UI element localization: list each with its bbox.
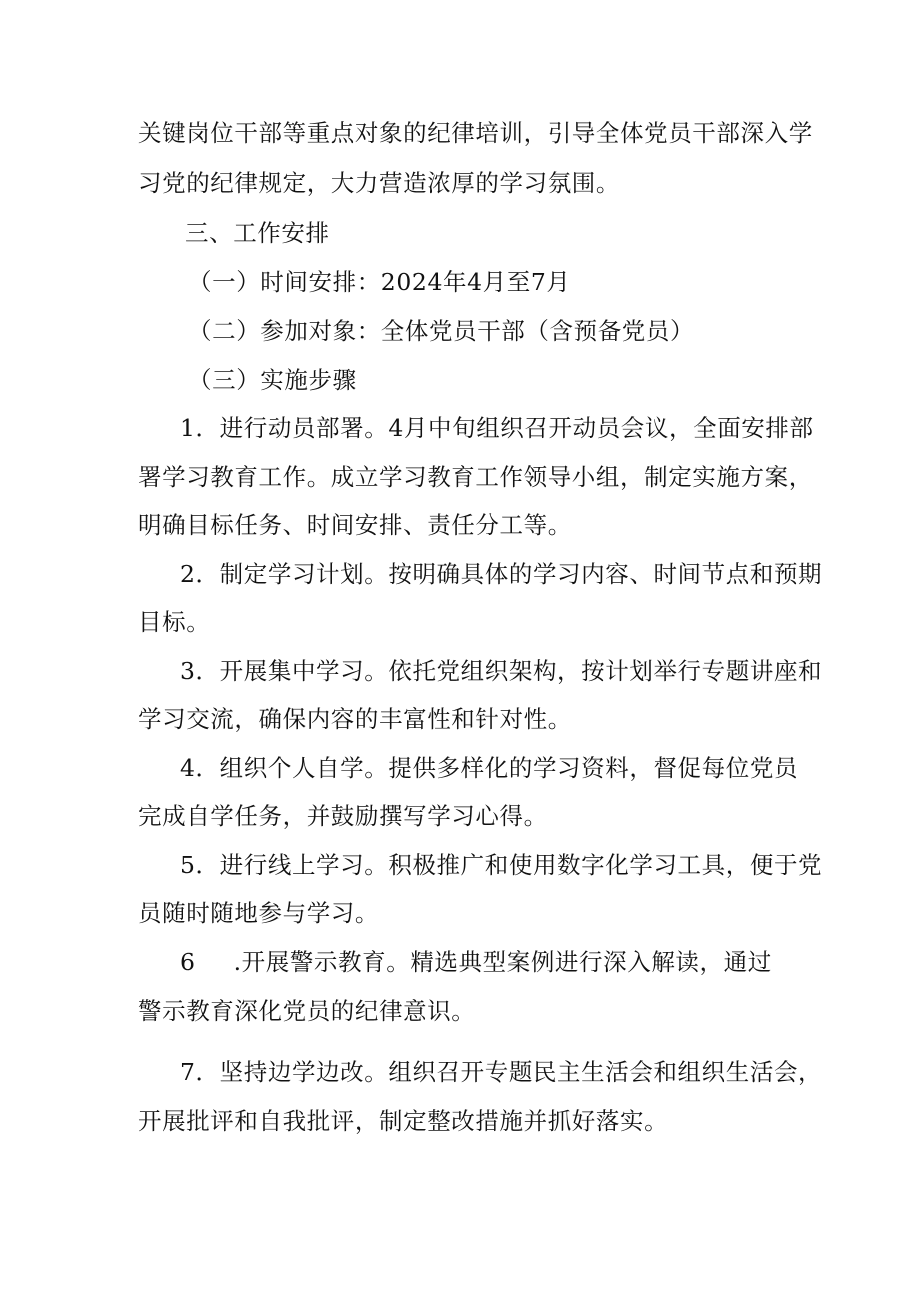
text-line — [180, 947, 772, 977]
text-line: 2．制定学习计划。按明确具体的学习内容、时间节点和预期 — [180, 560, 823, 588]
text-line: 学习交流，确保内容的丰富性和针对性。 — [138, 705, 572, 733]
text-line: 3．开展集中学习。依托党组织架构，按计划举行专题讲座和 — [180, 657, 823, 685]
text-line: 警示教育深化党员的纪律意识。 — [138, 997, 476, 1025]
subheading-participants: （二）参加对象：全体党员干部（含预备党员） — [188, 317, 695, 345]
text-line: 员随时随地参与学习。 — [138, 899, 379, 927]
text-line: 开展批评和自我批评，制定整改措施并抓好落实。 — [138, 1107, 669, 1135]
text-line: 完成自学任务，并鼓励撰写学习心得。 — [138, 802, 548, 830]
step-text: .开展警示教育。精选典型案例进行深入解读，通过 — [233, 948, 772, 976]
section-heading: 三、工作安排 — [185, 219, 330, 247]
text-line: 署学习教育工作。成立学习教育工作领导小组，制定实施方案， — [138, 463, 813, 491]
subheading-time: （一）时间安排：2024年4月至7月 — [188, 268, 571, 296]
text-line: 习党的纪律规定，大力营造浓厚的学习氛围。 — [138, 169, 620, 197]
text-line: 目标。 — [138, 608, 211, 636]
text-line: 关键岗位干部等重点对象的纪律培训，引导全体党员干部深入学 — [138, 119, 813, 147]
text-line: 5．进行线上学习。积极推广和使用数字化学习工具，便于党 — [180, 851, 823, 879]
text-line: 4．组织个人自学。提供多样化的学习资料，督促每位党员 — [180, 754, 799, 782]
text-line: 7．坚持边学边改。组织召开专题民主生活会和组织生活会， — [180, 1058, 823, 1086]
text-line: 明确目标任务、时间安排、责任分工等。 — [138, 511, 572, 539]
text-line: 1．进行动员部署。4月中旬组织召开动员会议，全面安排部 — [180, 414, 814, 442]
subheading-steps: （三）实施步骤 — [188, 366, 357, 394]
step-number: 6 — [180, 948, 196, 976]
